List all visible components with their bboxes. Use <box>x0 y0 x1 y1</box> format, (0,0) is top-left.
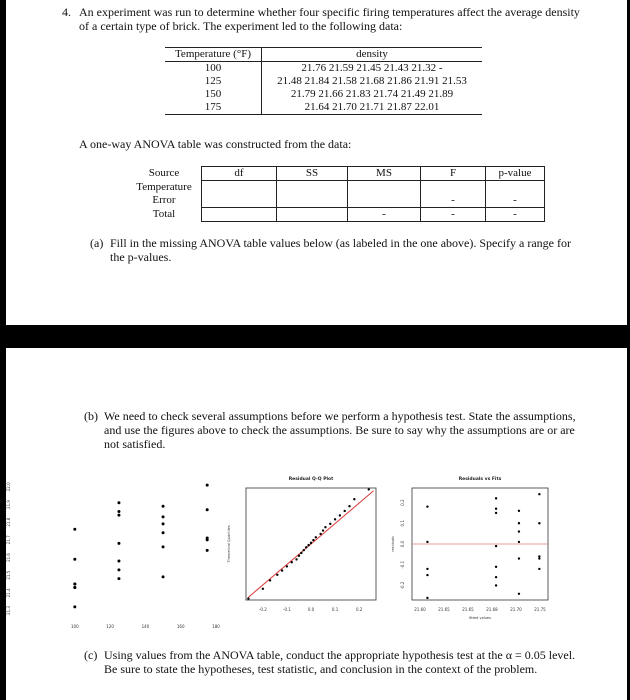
ss-cell <box>277 181 348 195</box>
y-tick-label: 21.3 <box>6 606 11 615</box>
plot-title: Residuals vs Fits <box>458 477 502 482</box>
data-point <box>300 552 302 554</box>
data-point <box>312 539 314 541</box>
data-point <box>324 526 326 528</box>
data-point <box>206 537 209 540</box>
data-point <box>303 549 305 551</box>
data-point <box>348 505 350 507</box>
f-cell <box>421 181 486 195</box>
part-a <box>90 236 580 264</box>
x-axis-label: fitted values <box>469 616 491 620</box>
y-axis-label: Theoretical Quantiles <box>227 525 231 563</box>
density-cell: 21.48 21.84 21.58 21.68 21.86 21.91 21.53 <box>277 75 467 87</box>
question-4 <box>62 5 582 33</box>
data-point <box>247 597 249 599</box>
y-tick-label: 21.4 <box>6 588 11 598</box>
data-point <box>73 605 76 608</box>
x-tick-label: -0.1 <box>283 607 291 612</box>
temperature-cell: 150 <box>165 88 262 101</box>
anova-table <box>127 166 545 222</box>
part-b <box>84 409 578 451</box>
page-separator <box>0 325 630 348</box>
density-header: density <box>262 48 483 62</box>
x-tick-label: 21.70 <box>510 607 522 612</box>
x-tick-label: 0.1 <box>331 607 339 612</box>
data-point <box>295 558 297 560</box>
df-cell <box>202 194 277 208</box>
data-point <box>495 566 497 568</box>
data-point <box>518 541 520 543</box>
df-cell <box>202 181 277 195</box>
data-point <box>206 538 209 541</box>
x-tick-label: 120 <box>106 624 114 629</box>
data-point <box>73 586 76 589</box>
data-point <box>344 510 346 512</box>
data-point <box>73 582 76 585</box>
reference-line <box>248 491 373 597</box>
plot-frame <box>412 488 548 600</box>
data-point <box>307 544 309 546</box>
data-point <box>538 555 540 557</box>
source-cell: Total <box>127 208 202 222</box>
data-point <box>162 531 165 534</box>
data-point <box>73 528 76 531</box>
df-cell <box>202 208 277 222</box>
data-point <box>262 588 264 590</box>
y-tick-label: 0.0 <box>400 540 405 548</box>
data-point <box>426 597 428 599</box>
x-tick-label: 21.75 <box>534 607 546 612</box>
part-a-label: (a) <box>90 236 104 250</box>
y-tick-label: 21.7 <box>6 535 11 545</box>
anova-header-row <box>127 167 545 181</box>
p-value-header: p-value <box>486 167 545 181</box>
part-b-label: (b) <box>84 409 98 423</box>
data-point <box>298 555 300 557</box>
y-tick-label: 21.6 <box>6 553 11 562</box>
x-tick-label: 21.65 <box>438 607 450 612</box>
temperature-cell: 125 <box>165 75 262 88</box>
data-point <box>162 515 165 518</box>
x-tick-label: 0.0 <box>307 607 315 612</box>
anova-intro: A one-way ANOVA table was constructed from the data: <box>79 137 352 151</box>
density-cell: 21.76 21.59 21.45 21.43 21.32 - <box>301 62 443 74</box>
data-point <box>305 546 307 548</box>
temperature-header: Temperature (°F) <box>165 48 262 62</box>
table-row <box>165 88 482 101</box>
data-point <box>322 529 324 531</box>
y-tick-label: 22.0 <box>6 482 11 492</box>
data-point <box>206 549 209 552</box>
data-point <box>518 530 520 532</box>
y-tick-label: 21.5 <box>6 570 11 580</box>
data-point <box>518 522 520 524</box>
data-point <box>162 545 165 548</box>
data-point <box>538 522 540 524</box>
data-point <box>495 497 497 499</box>
qq-plot <box>227 476 376 612</box>
df-header: df <box>202 167 277 181</box>
part-c-text: Using values from the ANOVA table, conduct the appropriate hypothesis test at the α = 0.05 level. Be sure to state the hypotheses, test statistic, and conclusion in the context of the problem. <box>104 648 576 676</box>
data-point <box>117 568 120 571</box>
data-point <box>495 584 497 586</box>
p-cell <box>486 181 545 195</box>
density-cell: 21.79 21.66 21.83 21.74 21.49 21.89 <box>290 88 454 100</box>
anova-row-total <box>127 208 545 222</box>
data-point <box>73 582 76 585</box>
question-number: 4. <box>62 5 71 19</box>
table-row <box>165 101 482 115</box>
x-tick-label: 0.2 <box>355 607 363 612</box>
data-point <box>117 542 120 545</box>
x-tick-label: 100 <box>71 624 79 629</box>
data-point <box>518 510 520 512</box>
y-tick-label: -0.2 <box>400 581 405 590</box>
question-text: An experiment was run to determine whether four specific firing temperatures affect the average density of a certain type of brick. The experiment led to the following data: <box>79 5 580 33</box>
source-header: Source <box>127 167 202 181</box>
residuals-vs-fits-plot <box>391 476 548 620</box>
data-point <box>276 574 278 576</box>
data-point <box>518 593 520 595</box>
data-point <box>162 505 165 508</box>
source-cell: Error <box>127 194 202 208</box>
data-point <box>538 557 540 559</box>
x-tick-label: 160 <box>176 624 185 629</box>
part-b-text: We need to check several assumptions before we perform a hypothesis test. State the assumptions, and use the figures above to check the assumptions. Be sure to say why the assumptions are or are not satisfied. <box>104 409 576 451</box>
data-point <box>291 561 293 563</box>
data-point <box>286 565 288 567</box>
table-row <box>165 62 482 76</box>
f-header: F <box>421 167 486 181</box>
x-tick-label: 180 <box>212 624 220 629</box>
ms-cell <box>348 181 421 195</box>
data-point <box>426 568 428 570</box>
y-axis-label: residuals <box>391 536 395 552</box>
part-c-label: (c) <box>84 648 98 662</box>
ms-header: MS <box>348 167 421 181</box>
data-point <box>538 568 540 570</box>
f-cell: - <box>421 208 486 222</box>
data-point <box>329 523 331 525</box>
data-point <box>538 493 540 495</box>
data-point <box>73 586 76 589</box>
scatter-plot <box>6 482 220 629</box>
part-c <box>84 648 578 676</box>
ms-cell <box>348 194 421 208</box>
plot-frame <box>246 488 376 600</box>
x-tick-label: 140 <box>141 624 150 629</box>
left-border <box>0 0 6 700</box>
ms-cell: - <box>348 208 421 222</box>
data-point <box>281 569 283 571</box>
data-point <box>206 484 209 487</box>
data-point <box>162 522 165 525</box>
data-point <box>319 533 321 535</box>
table-row <box>165 75 482 88</box>
data-point <box>495 512 497 514</box>
data-point <box>426 541 428 543</box>
x-tick-label: 21.60 <box>414 607 426 612</box>
y-tick-label: 21.9 <box>6 500 11 509</box>
data-point <box>495 545 497 547</box>
anova-row-error <box>127 194 545 208</box>
data-point <box>310 542 312 544</box>
part-a-text: Fill in the missing ANOVA table values below (as labeled in the one above). Specify a range for the p-values. <box>110 236 572 264</box>
data-point <box>315 536 317 538</box>
ss-header: SS <box>277 167 348 181</box>
data-point <box>426 574 428 576</box>
y-tick-label: 21.8 <box>6 517 11 527</box>
y-tick-label: 0.2 <box>400 499 405 506</box>
data-point <box>495 576 497 578</box>
y-tick-label: 0.1 <box>400 520 405 527</box>
data-point <box>368 488 370 490</box>
ss-cell <box>277 194 348 208</box>
temperature-cell: 175 <box>165 101 262 115</box>
data-point <box>495 508 497 510</box>
data-point <box>73 558 76 561</box>
data-point <box>206 508 209 511</box>
temperature-cell: 100 <box>165 62 262 76</box>
data-point <box>117 514 120 517</box>
x-tick-label: -0.2 <box>258 607 267 612</box>
data-point <box>518 557 520 559</box>
y-tick-label: -0.1 <box>400 560 405 569</box>
density-cell: 21.64 21.70 21.71 21.87 22.01 <box>262 101 483 115</box>
p-cell: - <box>486 194 545 208</box>
data-point <box>269 579 271 581</box>
plot-title: Residual Q-Q Plot <box>288 477 334 482</box>
data-point <box>117 560 120 563</box>
data-point <box>334 518 336 520</box>
p-cell: - <box>486 208 545 222</box>
ss-cell <box>277 208 348 222</box>
f-cell: - <box>421 194 486 208</box>
data-table <box>165 47 482 115</box>
source-cell: Temperature <box>127 181 202 195</box>
data-point <box>117 510 120 513</box>
anova-row-temperature <box>127 181 545 195</box>
x-tick-label: 21.68 <box>486 607 498 612</box>
data-point <box>353 498 355 500</box>
data-point <box>117 501 120 504</box>
data-point <box>426 505 428 507</box>
data-point <box>117 577 120 580</box>
x-tick-label: 21.65 <box>462 607 474 612</box>
data-point <box>162 575 165 578</box>
data-point <box>339 514 341 516</box>
